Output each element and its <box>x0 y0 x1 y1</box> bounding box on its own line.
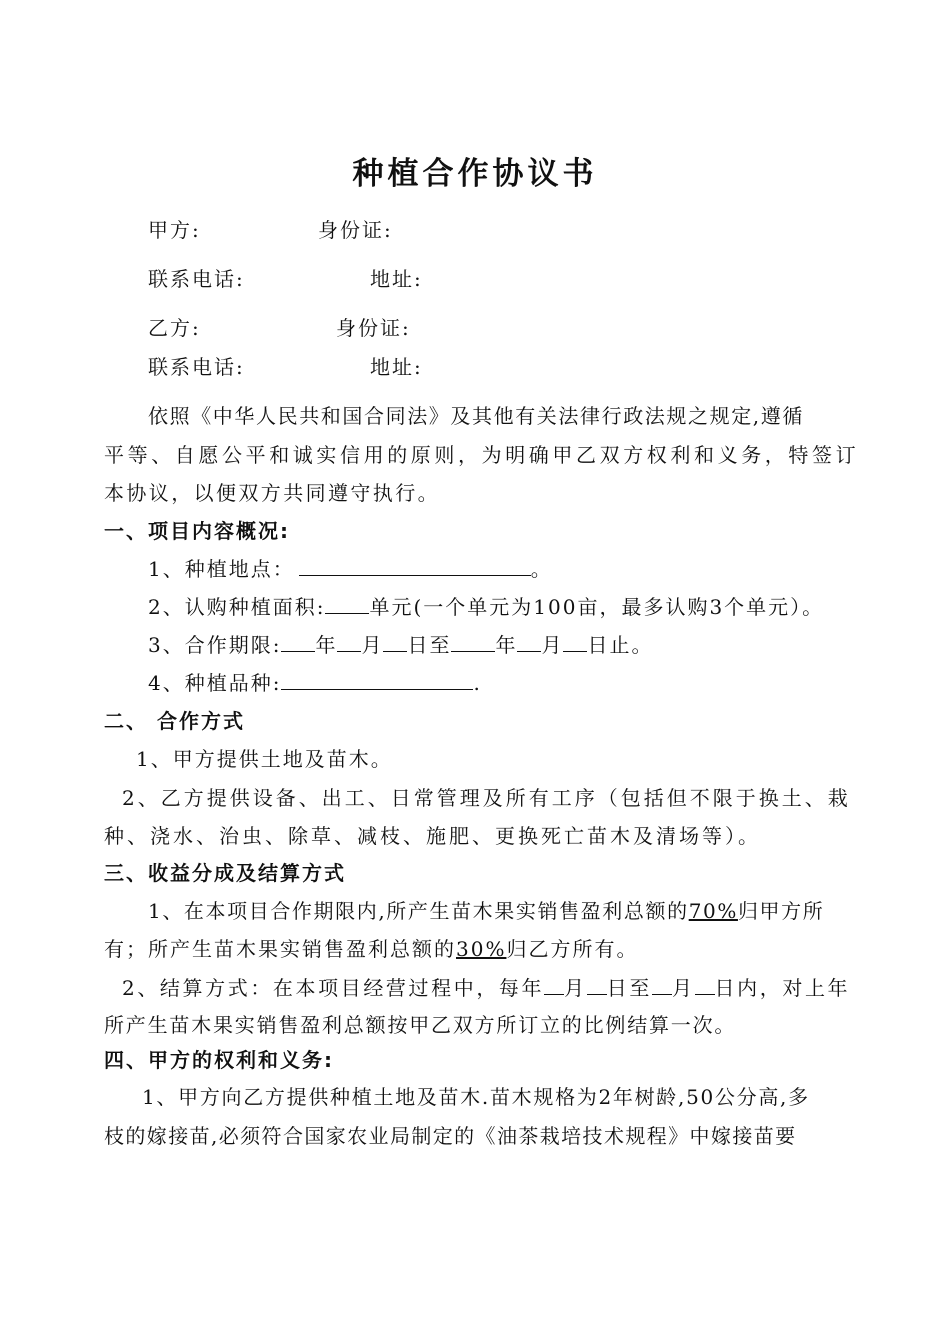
month-text: 月 <box>564 976 587 1000</box>
area-label: 2、认购种植面积: <box>148 595 326 619</box>
settle-end-month-blank <box>652 976 672 995</box>
end-year-blank <box>451 633 495 652</box>
section-3-item-1-line-2 <box>104 937 638 961</box>
section-1-item-4 <box>148 671 482 695</box>
section-3-item-1-line-1 <box>148 899 824 923</box>
end-day-blank <box>563 633 587 652</box>
day-to-text: 日至 <box>606 976 652 1000</box>
section-4-item-1-line-2: 枝的嫁接苗,必须符合国家农业局制定的《油茶栽培技术规程》中嫁接苗要 <box>104 1124 797 1148</box>
party-b-id-label: 身份证: <box>336 316 411 340</box>
intro-line-1: 依照《中华人民共和国合同法》及其他有关法律行政法规之规定,遵循 <box>148 404 804 428</box>
settlement-text: 2、结算方式：在本项目经营过程中，每年 <box>122 976 545 1000</box>
section-4-heading: 四、甲方的权利和义务: <box>104 1048 334 1072</box>
area-unit-text: 单元(一个单元为100亩，最多认购3个单元）。 <box>369 595 825 619</box>
intro-line-2: 平等、自愿公平和诚实信用的原则，为明确甲乙双方权利和义务，特签订 <box>104 443 860 467</box>
period-mark: . <box>473 671 482 695</box>
variety-label: 4、种植品种: <box>148 671 282 695</box>
party-b-phone-label: 联系电话: <box>148 355 245 379</box>
section-3-item-2-line-1 <box>122 976 850 1000</box>
month-text: 月 <box>361 633 384 657</box>
section-2-number: 二、 <box>104 709 148 733</box>
section-1-item-1 <box>148 557 553 581</box>
start-year-blank <box>281 633 315 652</box>
end-month-blank <box>517 633 541 652</box>
section-1-item-3 <box>148 633 653 657</box>
party-a-share: 70% <box>688 899 738 923</box>
party-b-share: 30% <box>456 937 507 961</box>
start-day-blank <box>383 633 407 652</box>
year-text: 年 <box>495 633 518 657</box>
profit-share-text: 1、在本项目合作期限内,所产生苗木果实销售盈利总额的 <box>148 899 689 923</box>
planting-location-blank <box>299 557 531 576</box>
section-3-item-2-line-2: 所产生苗木果实销售盈利总额按甲乙双方所订立的比例结算一次。 <box>104 1013 737 1037</box>
section-3-heading: 三、收益分成及结算方式 <box>104 861 346 885</box>
section-1-heading: 一、项目内容概况: <box>104 519 290 543</box>
settlement-suffix: 日内，对上年 <box>714 976 851 1000</box>
section-2-item-1: 1、甲方提供土地及苗木。 <box>136 747 393 771</box>
start-month-blank <box>337 633 361 652</box>
period-mark: 。 <box>530 557 553 581</box>
profit-share-text: 有；所产生苗木果实销售盈利总额的 <box>104 937 456 961</box>
variety-blank <box>281 671 473 690</box>
month-text: 月 <box>541 633 564 657</box>
intro-line-3: 本协议，以便双方共同遵守执行。 <box>104 481 440 505</box>
party-a-phone-label: 联系电话: <box>148 267 245 291</box>
term-label: 3、合作期限: <box>148 633 282 657</box>
party-a-id-label: 身份证: <box>318 218 393 242</box>
party-b-label: 乙方: <box>148 316 201 340</box>
year-text: 年 <box>315 633 338 657</box>
section-2-title: 合作方式 <box>156 709 245 733</box>
party-a-label: 甲方: <box>148 218 201 242</box>
settle-start-month-blank <box>544 976 564 995</box>
area-blank <box>325 595 369 614</box>
section-4-item-1-line-1: 1、甲方向乙方提供种植土地及苗木.苗木规格为2年树龄,50公分高,多 <box>142 1085 810 1109</box>
planting-location-label: 1、种植地点： <box>148 557 295 581</box>
document-title: 种植合作协议书 <box>352 156 598 192</box>
month-text: 月 <box>671 976 695 1000</box>
section-2-item-2-line-1: 2、乙方提供设备、出工、日常管理及所有工序（包括但不限于换土、栽 <box>122 786 851 810</box>
day-end-text: 日止。 <box>587 633 654 657</box>
section-1-item-2 <box>148 595 824 619</box>
section-2-item-2-line-2: 种、浇水、治虫、除草、减枝、施肥、更换死亡苗木及清场等）。 <box>104 824 761 848</box>
party-b-share-suffix: 归乙方所有。 <box>506 937 639 961</box>
party-a-share-suffix: 归甲方所 <box>737 899 825 923</box>
section-2-heading <box>104 709 245 733</box>
day-to-text: 日至 <box>407 633 452 657</box>
settle-end-day-blank <box>695 976 715 995</box>
party-b-address-label: 地址: <box>370 355 423 379</box>
party-a-address-label: 地址: <box>370 267 423 291</box>
settle-start-day-blank <box>587 976 607 995</box>
